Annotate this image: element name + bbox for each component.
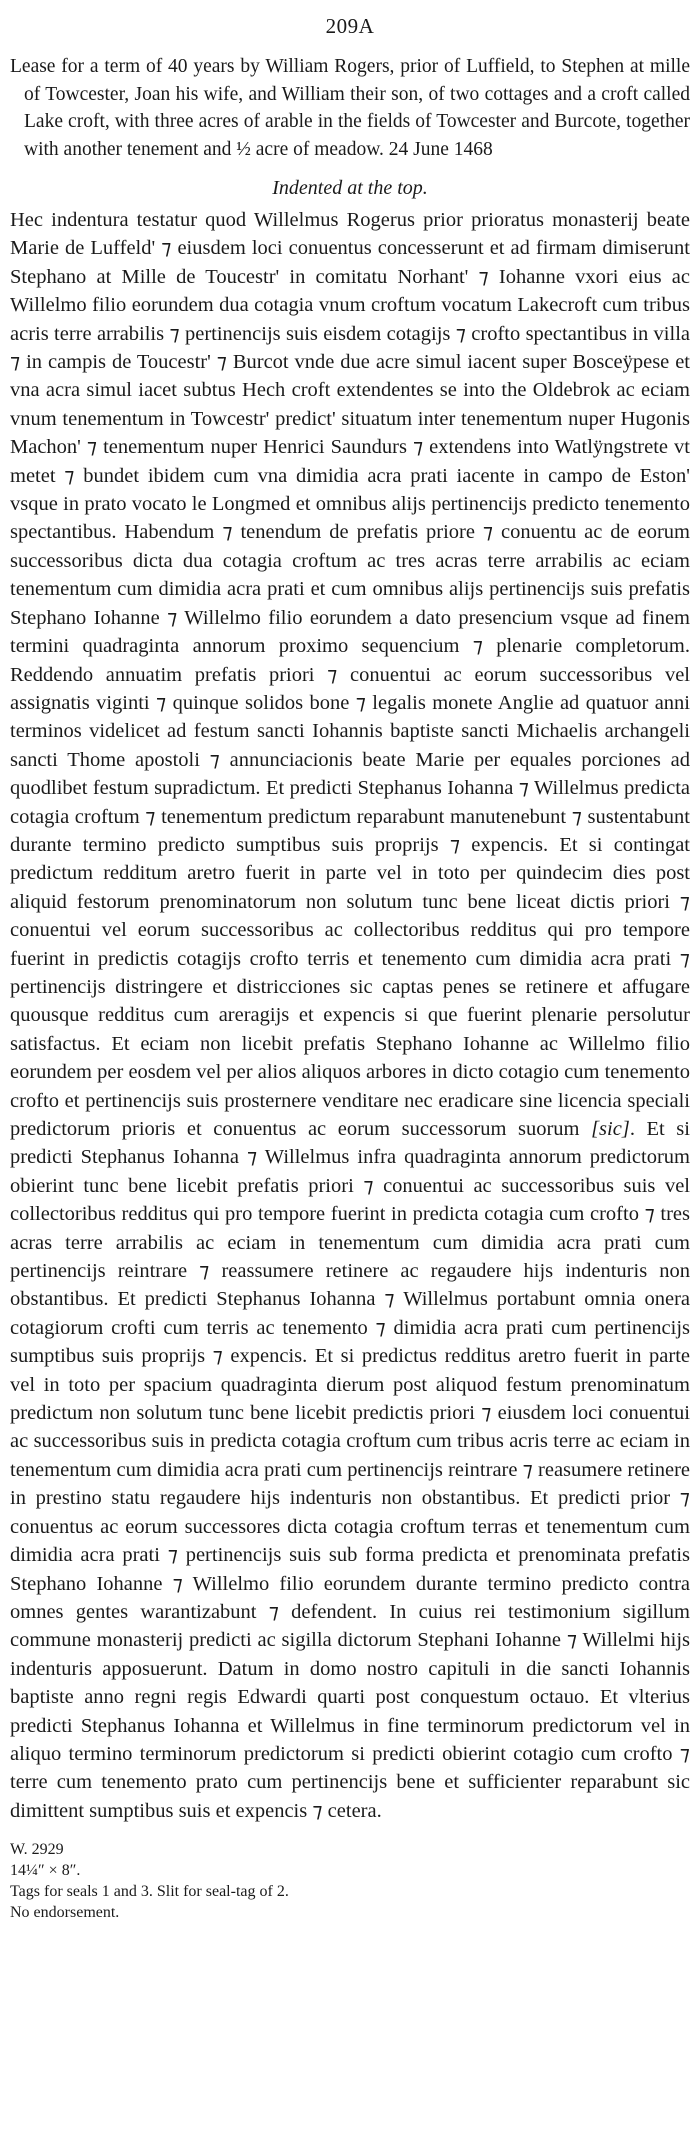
- reference-number: W. 2929: [10, 1841, 64, 1859]
- sic-marker: [sic]: [591, 1118, 630, 1140]
- page-number: 209A: [325, 14, 375, 38]
- latin-text: [10, 206, 690, 1825]
- document-footer: [10, 1839, 690, 1923]
- latin-text-part-2: . Et si predicti Stephanus Iohanna ⁊ Willelmus infra quadraginta annorum predictorum obierint tunc bene licebit prefatis priori ⁊ conuentui ac successoribus suis vel collectoribus redditus qui pro tempore fuerint in predicta cotagia cum crofto ⁊ tres acras terre arrabilis ac eciam in tenementum cum dimidia acra prati cum pertinencijs reintrare ⁊ reassumere retinere ac regaudere hijs indenturis non obstantibus. Et predicti Stephanus Iohanna ⁊ Willelmus portabunt omnia onera cotagiorum crofti cum terris ac tenemento ⁊ dimidia acra prati cum pertinencijs sumptibus suis proprijs ⁊ expencis. Et si predictus redditus aretro fuerit in parte vel in toto per spacium quadraginta dierum post aliquod festum prenominatum predictum non solutum tunc bene licebit predictis priori ⁊ eiusdem loci conuentui ac successoribus suis in predicta cotagia croftum cum tribus acris terre ac eciam in tenementum cum dimidia acra prati cum pertinencijs reintrare ⁊ reasumere retinere in prestino statu regaudere hijs indenturis non obstantibus. Et predicti prior ⁊ conuentus ac eorum successores dicta cotagia croftum terras et tenementum cum dimidia acra prati ⁊ pertinencijs suis sub forma predicta et prenominata prefatis Stephano Iohanne ⁊ Willelmo filio eorundem durante termino predicto contra omnes gentes warantizabunt ⁊ defendent. In cuius rei testimonium sigillum commune monasterij predicti ac sigilla dictorum Stephani Iohanne ⁊ Willelmi hijs indenturis apposuerunt. Datum in domo nostro capituli in die sancti Iohannis baptiste anno regni regis Edwardi quarti post conquestum octauo. Et vlterius predicti Stephanus Iohanna et Willelmus in fine terminorum predictorum vel in aliquo termino terminorum predictorum si predicti obierint cotagio cum crofto ⁊ terre cum tenemento prato cum pertinencijs bene et sufficienter reparabunt sic dimittent sumptibus suis et expencis ⁊ cetera.: [10, 1118, 690, 1822]
- dimensions: 14¼″ × 8″.: [10, 1862, 81, 1880]
- seal-notes: Tags for seals 1 and 3. Slit for seal-tag of 2.: [10, 1883, 289, 1901]
- document-summary: Lease for a term of 40 years by William Rogers, prior of Luffield, to Stephen at mille of Towcester, Joan his wife, and William their son, of two cottages and a croft called Lake croft, with three acres of arable in the fields of Towcester and Burcote, together with another tenement and ½ acre of meadow. 24 June 1468: [10, 56, 690, 160]
- indenture-note: Indented at the top.: [272, 177, 428, 199]
- endorsement-note: No endorsement.: [10, 1904, 120, 1922]
- latin-text-part-1: Hec indentura testatur quod Willelmus Rogerus prior prioratus monasterij beate Marie de Luffeld' ⁊ eiusdem loci conuentus concesserunt et ad firmam dimiserunt Stephano at Mille de Toucestr' in comitatu Norhant' ⁊ Iohanne vxori eius ac Willelmo filio eorundem dua cotagia vnum croftum vocatum Lakecroft cum tribus acris terre arrabilis ⁊ pertinencijs suis eisdem cotagijs ⁊ crofto spectantibus in villa ⁊ in campis de Toucestr' ⁊ Burcot vnde due acre simul iacent super Bosceÿpese et vna acra simul iacet subtus Hech croft extendentes se into the Oldebrok ac eciam vnum tenementum in Towcestr' predict' situatum inter tenementum nuper Hugonis Machon' ⁊ tenementum nuper Henrici Saundurs ⁊ extendens into Watlÿngstrete vt metet ⁊ bundet ibidem cum vna dimidia acra prati iacente in campo de Eston' vsque in prato vocato le Longmed et omnibus alijs pertinencijs predicto tenemento spectantibus. Habendum ⁊ tenendum de prefatis priore ⁊ conuentu ac de eorum successoribus dicta dua cotagia croftum ac tres acras terre arrabilis ac eciam tenementum cum dimidia acra prati et cum omnibus alijs pertinencijs suis prefatis Stephano Iohanne ⁊ Willelmo filio eorundem a dato presencium vsque ad finem termini quadraginta annorum proximo sequencium ⁊ plenarie completorum. Reddendo annuatim prefatis priori ⁊ conuentui ac eorum successoribus vel assignatis viginti ⁊ quinque solidos bone ⁊ legalis monete Anglie ad quatuor anni terminos videlicet ad festum sancti Iohannis baptiste sancti Michaelis archangeli sancti Thome apostoli ⁊ annunciacionis beate Marie per equales porciones ad quodlibet festum supradictum. Et predicti Stephanus Iohanna ⁊ Willelmus predicta cotagia croftum ⁊ tenementum predictum reparabunt manutenebunt ⁊ sustentabunt durante termino predicto sumptibus suis proprijs ⁊ expencis. Et si contingat predictum redditum aretro fuerit in parte vel in toto per quindecim dies post aliquid festorum prenominatorum non solutum tunc bene liceat dictis priori ⁊ conuentui vel eorum successoribus ac collectoribus redditus qui pro tempore fuerint in predictis cotagijs crofto terris et tenemento cum dimidia acra prati ⁊ pertinencijs distringere et districciones sic captas penes se retinere et affugare quousque redditus cum areragijs et expencis si que fuerint plenarie persolutur satisfactus. Et eciam non licebit prefatis Stephano Iohanne ac Willelmo filio eorundem per eosdem vel per alios aliquos arbores in dicto cotagio cum tenemento crofto et pertinencijs suis prosternere venditare nec eradicare sine licencia speciali predictorum prioris et conuentus ac eorum successorum suorum: [10, 209, 690, 1140]
